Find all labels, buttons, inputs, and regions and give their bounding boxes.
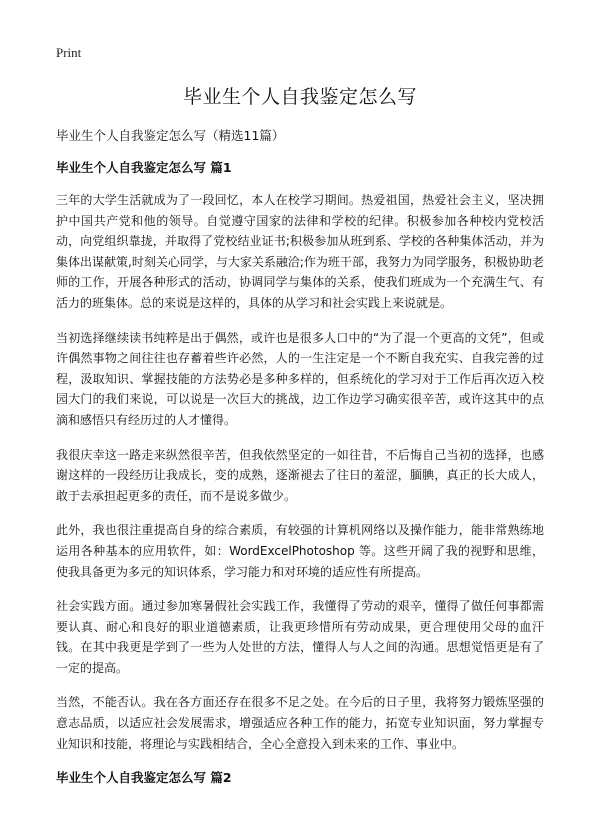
document-title: 毕业生个人自我鉴定怎么写 [182,86,417,108]
section-heading-2: 毕业生个人自我鉴定怎么写 篇2 [56,770,232,786]
paragraph: 我很庆幸这一路走来纵然很辛苦，但我依然坚定的一如往昔，不后悔自己当初的选择，也感谢这样的一段经历让我成长，变的成熟，逐渐褪去了往日的羞涩，腼腆，真正的长大成人，敢于去承担起更多的责任，而不是说多做少。 [56,447,544,503]
document-subtitle: 毕业生个人自我鉴定怎么写（精选11篇） [56,128,285,143]
paragraph: 此外，我也很注重提高自身的综合素质，有较强的计算机网络以及操作能力，能非常熟练地运用各种基本的应用软件，如：WordExcelPhotoshop 等。这些开阔了我的视野和思维，使我具备更为多元的知识体系，学习能力和对环境的适应性有所提高。 [56,523,544,579]
print-link[interactable]: Print [56,45,82,60]
paragraph: 三年的大学生活就成为了一段回忆，本人在校学习期间。热爱祖国，热爱社会主义，坚决拥护中国共产党和他的领导。自觉遵守国家的法律和学校的纪律。积极参加各种校内党校活动，向党组织靠拢，并取得了党校结业证书;积极参加从班到系、学校的各种集体活动，并为集体出谋献策,时刻关心同学，与大家关系融洽;作为班干部，我努力为同学服务，积极协助老师的工作，开展各种形式的活动，协调同学与集体的关系，使我们班成为一个充满生气、有活力的班集体。总的来说是这样的，具体的从学习和社会实践上来说就是。 [56,193,544,310]
paragraph: 当初选择继续读书纯粹是出于偶然，或许也是很多人口中的“为了混一个更高的文凭”，但或许偶然事物之间往往也存蓄着些许必然，人的一生注定是一个不断自我充实、自我完善的过程，汲取知识、掌握技能的方法势必是多种多样的，但系统化的学习对于工作后再次迈入校园大门的我们来说，可以说是一次巨大的挑战，边工作边学习确实很辛苦，或许这其中的点滴和感悟只有经历过的人才懂得。 [56,330,544,427]
paragraph: 社会实践方面。通过参加寒暑假社会实践工作，我懂得了劳动的艰辛，懂得了做任何事都需要认真、耐心和良好的职业道德素质，让我更珍惜所有劳动成果，更合理使用父母的血汗钱。在其中我更是学到了一些为人处世的方法，懂得人与人之间的沟通。思想觉悟更是有了一定的提高。 [56,599,544,675]
section-heading-1: 毕业生个人自我鉴定怎么写 篇1 [56,160,232,175]
paragraph: 当然，不能否认。我在各方面还存在很多不足之处。在今后的日子里，我将努力锻炼坚强的意志品质，以适应社会发展需求，增强适应各种工作的能力，拓宽专业知识面，努力掌握专业知识和技能，将理论与实践相结合，全心全意投入到未来的工作、事业中。 [56,695,544,751]
